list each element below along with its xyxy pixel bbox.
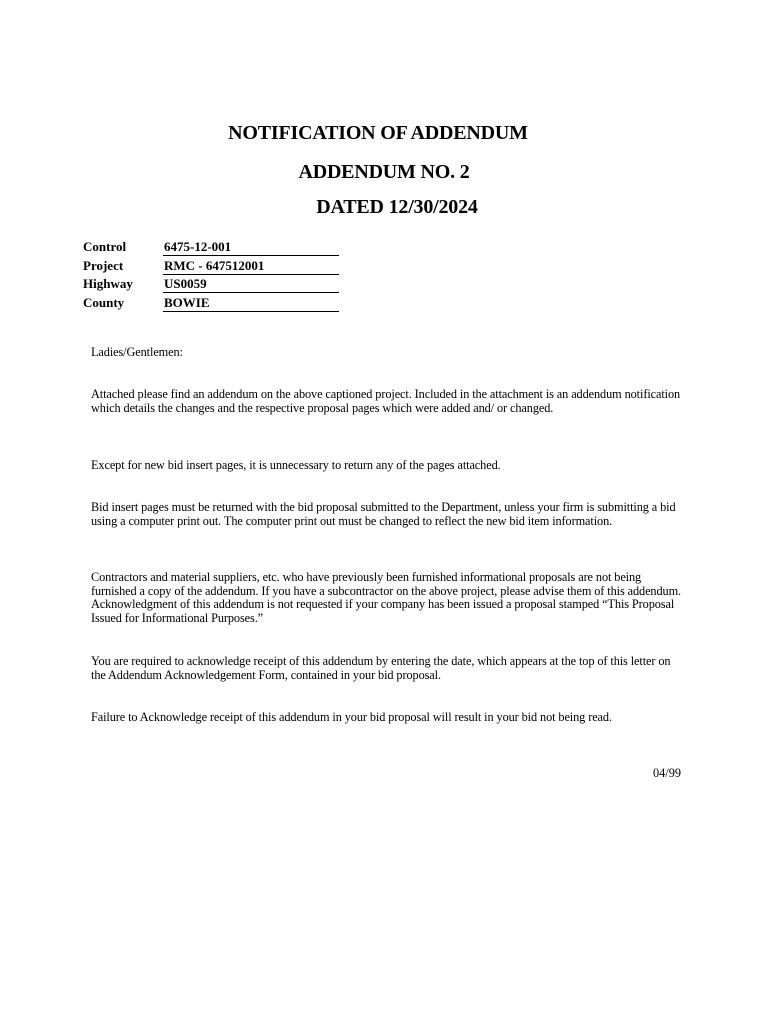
form-code: 04/99 xyxy=(652,766,681,780)
document-title: NOTIFICATION OF ADDENDUM xyxy=(228,122,528,144)
paragraph-acknowledge: You are required to acknowledge receipt of this addendum by entering the date, which appears at the top of this letter on the Addendum Acknowledgement Form, contained in your bid proposal. xyxy=(91,654,671,682)
county-label: County xyxy=(83,294,125,310)
project-value: RMC - 647512001 xyxy=(163,257,339,275)
info-row-control xyxy=(83,238,343,257)
paragraph-failure: Failure to Acknowledge receipt of this addendum in your bid proposal will result in your bid not being read. xyxy=(91,710,612,724)
addendum-number: ADDENDUM NO. 2 xyxy=(298,161,470,183)
info-row-highway xyxy=(83,275,343,294)
paragraph-attachment: Attached please find an addendum on the above captioned project. Included in the attachment is an addendum notification which details the changes and the respective proposal pages which were added and/ or changed. xyxy=(91,387,681,415)
addendum-date: DATED 12/30/2024 xyxy=(316,196,478,218)
paragraph-return-pages: Except for new bid insert pages, it is unnecessary to return any of the pages attached. xyxy=(91,458,501,472)
info-row-project xyxy=(83,257,343,276)
highway-value: US0059 xyxy=(163,275,339,293)
highway-label: Highway xyxy=(83,276,133,292)
paragraph-contractors: Contractors and material suppliers, etc. who have previously been furnished informational proposals are not being furnished a copy of the addendum. If you have a subcontractor on the above project, please advise them of this addendum. Acknowledgment of this addendum is not requested if your company has been issued a proposal stamped “This Proposal Issued for Informational Purposes.” xyxy=(91,570,682,626)
salutation: Ladies/Gentlemen: xyxy=(91,345,183,359)
info-row-county xyxy=(83,294,343,313)
project-label: Project xyxy=(83,257,124,273)
control-value: 6475-12-001 xyxy=(163,238,339,256)
county-value: BOWIE xyxy=(163,294,339,312)
paragraph-bid-insert: Bid insert pages must be returned with the bid proposal submitted to the Department, unless your firm is submitting a bid using a computer print out. The computer print out must be changed to reflect the new bid item information. xyxy=(91,500,676,528)
project-info-block xyxy=(83,238,343,312)
control-label: Control xyxy=(83,239,127,254)
